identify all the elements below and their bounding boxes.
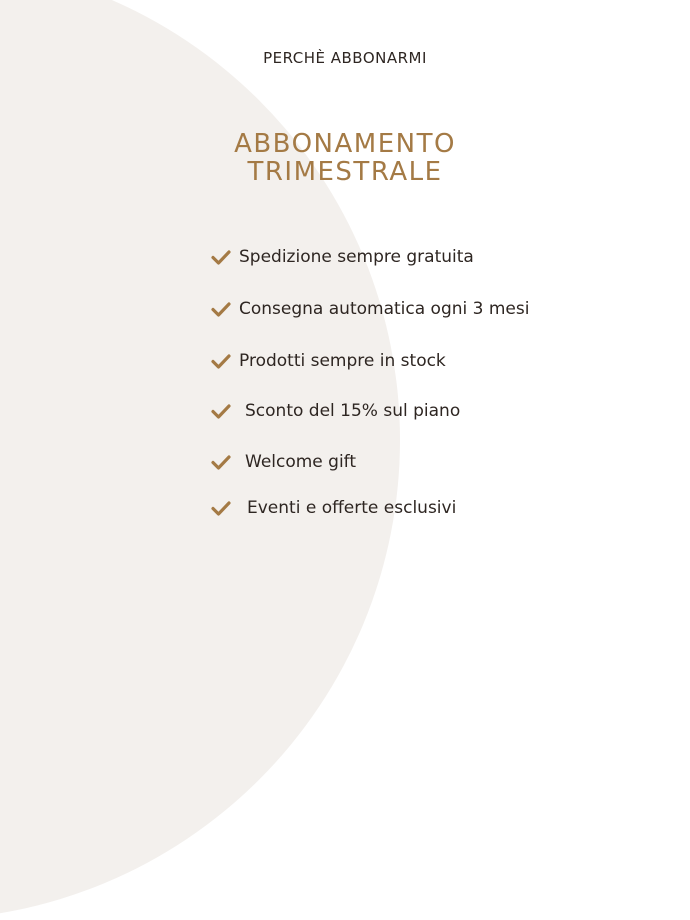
check-icon	[210, 352, 232, 370]
title-line-1: ABBONAMENTO	[234, 129, 456, 159]
list-item	[210, 452, 356, 472]
list-item	[210, 299, 529, 319]
feature-label: Sconto del 15% sul piano	[245, 401, 461, 421]
feature-label: Spedizione sempre gratuita	[239, 247, 474, 267]
check-icon	[210, 499, 232, 517]
list-item	[210, 247, 474, 267]
list-item	[210, 351, 446, 371]
list-item	[210, 498, 456, 518]
eyebrow-heading: PERCHÈ ABBONARMI	[263, 49, 427, 67]
page-title	[0, 130, 690, 186]
check-icon	[210, 300, 232, 318]
title-line-2: TRIMESTRALE	[247, 157, 443, 187]
list-item	[210, 401, 460, 421]
check-icon	[210, 402, 232, 420]
feature-label: Prodotti sempre in stock	[239, 351, 446, 371]
feature-label: Welcome gift	[245, 452, 357, 472]
feature-label: Consegna automatica ogni 3 mesi	[239, 299, 530, 319]
feature-label: Eventi e offerte esclusivi	[247, 498, 457, 518]
check-icon	[210, 453, 232, 471]
check-icon	[210, 248, 232, 266]
